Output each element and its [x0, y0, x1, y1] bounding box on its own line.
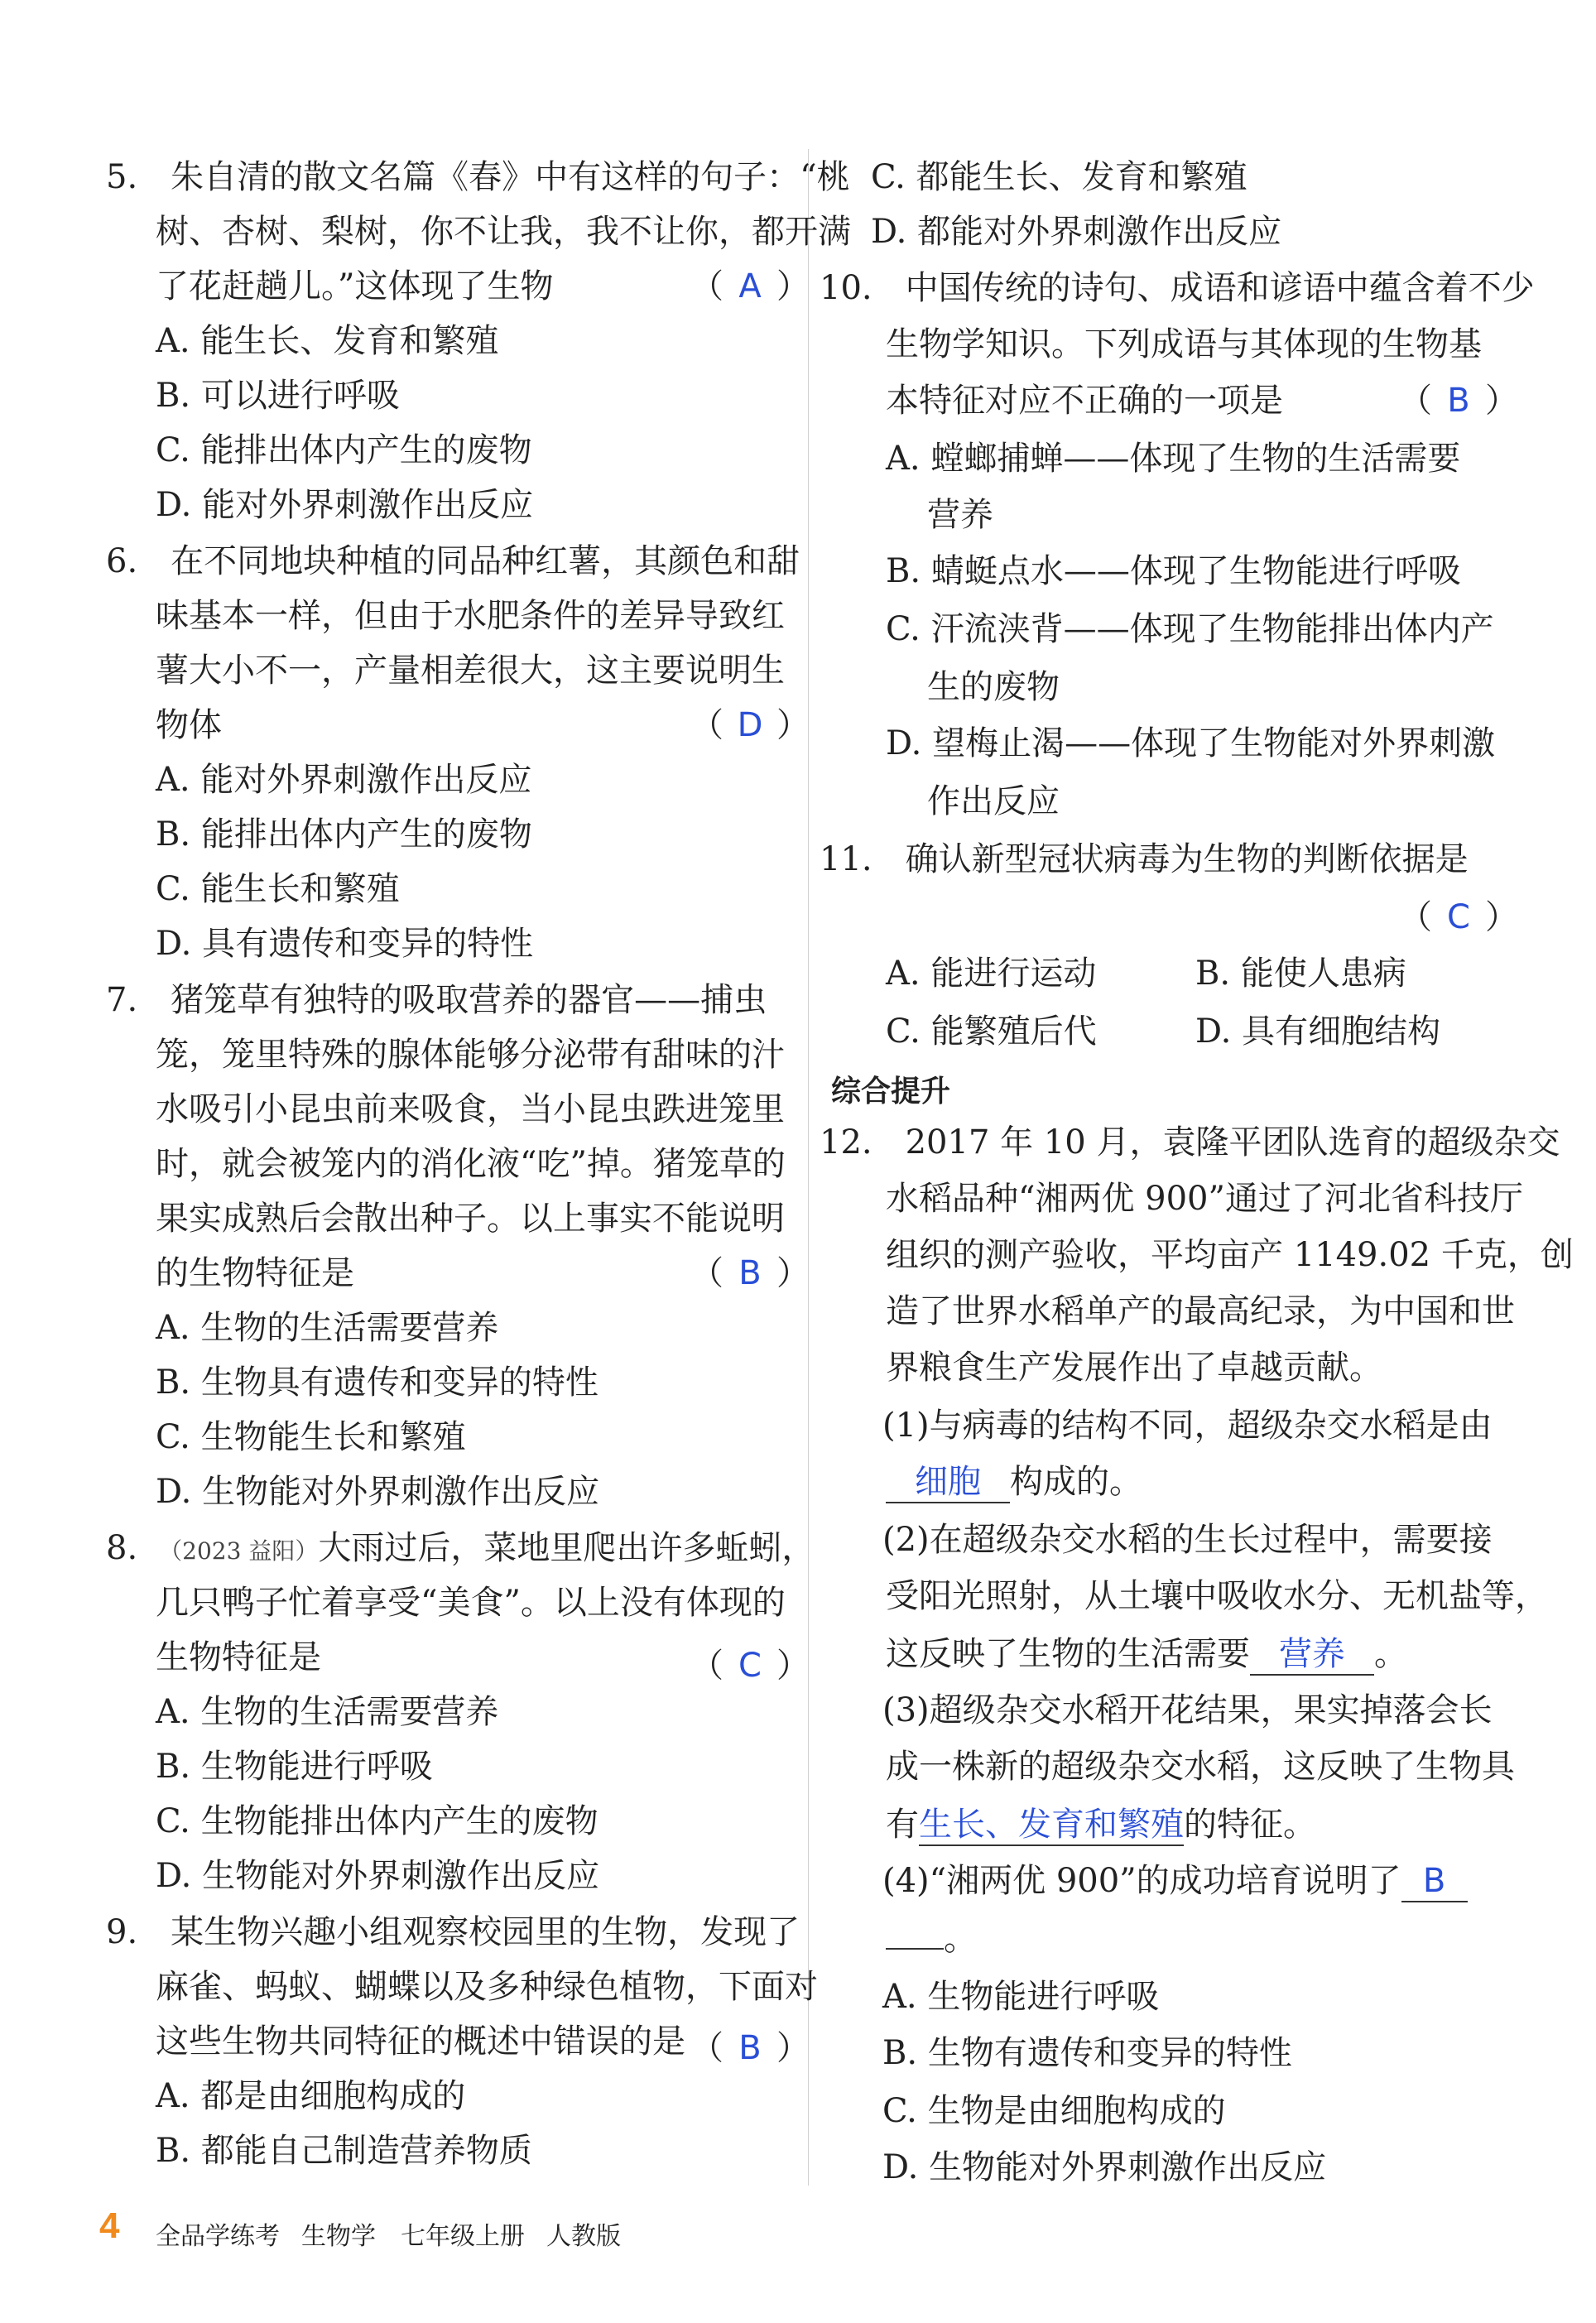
- source-tag: （2023 益阳）: [171, 1537, 319, 1565]
- question-text: 这些生物共同特征的概述中错误的是: [156, 2022, 685, 2061]
- option: C. 能生长和繁殖: [156, 870, 400, 908]
- option: B. 都能自己制造营养物质: [156, 2132, 532, 2170]
- option: 营养: [927, 496, 993, 534]
- answer-bracket: （ B ）: [690, 2029, 810, 2067]
- question-text: 的生物特征是: [156, 1254, 354, 1292]
- sub-question-2: 这反映了生物的生活需要 营养 。: [886, 1634, 1407, 1676]
- question-text: 几只鸭子忙着享受“美食”。以上没有体现的: [156, 1584, 786, 1622]
- question-text: 时，就会被笼内的消化液“吃”掉。猪笼草的: [156, 1145, 786, 1183]
- footer-edition: 人教版: [546, 2223, 621, 2250]
- question-text: 笼，笼里特殊的腺体能够分泌带有甜味的汁: [156, 1036, 785, 1074]
- question-text: 了花赶趟儿。”这体现了生物: [156, 267, 554, 305]
- section-title: 综合提升: [831, 1075, 951, 1109]
- option: D. 生物能对外界刺激作出反应: [156, 1473, 600, 1511]
- question-text: 麻雀、蚂蚁、蝴蝶以及多种绿色植物，下面对: [156, 1968, 818, 2006]
- question-text: 11. 确认新型冠状病毒为生物的判断依据是: [820, 840, 1469, 878]
- option: A. 能对外界刺激作出反应: [156, 761, 532, 799]
- footer-book-title: 全品学练考: [156, 2223, 280, 2250]
- answer-value: B: [738, 1254, 762, 1292]
- answer-value: B: [1447, 382, 1470, 420]
- option: C. 能繁殖后代: [886, 1012, 1097, 1051]
- question-text: 树、杏树、梨树，你不让我，我不让你，都开满: [156, 213, 851, 251]
- answer-blank: 生长、发育和繁殖: [919, 1805, 1184, 1846]
- answer-value: A: [738, 267, 762, 305]
- answer-bracket: （ D ）: [690, 706, 810, 744]
- question-text: 6. 在不同地块种植的同品种红薯，其颜色和甜: [106, 542, 800, 580]
- column-divider: [808, 149, 809, 2186]
- answer-value: C: [1447, 898, 1470, 936]
- answer-value: D: [737, 706, 763, 744]
- option: B. 能使人患病: [1195, 955, 1406, 993]
- option: A. 能生长、发育和繁殖: [156, 322, 499, 360]
- question-text: 果实成熟后会散出种子。以上事实不能说明: [156, 1200, 785, 1238]
- option: B. 可以进行呼吸: [156, 377, 400, 415]
- question-text: 生物特征是: [156, 1638, 321, 1676]
- option: A. 能进行运动: [886, 955, 1097, 993]
- answer-value: B: [738, 2029, 762, 2067]
- question-text: 10. 中国传统的诗句、成语和谚语中蕴含着不少: [820, 269, 1535, 307]
- answer-bracket: （ B ）: [1399, 382, 1518, 420]
- answer-blank: 细胞: [886, 1462, 1010, 1503]
- option: B. 蜻蜓点水——体现了生物能进行呼吸: [886, 552, 1461, 590]
- option: C. 都能生长、发育和繁殖: [871, 158, 1247, 196]
- option: A. 生物的生活需要营养: [156, 1693, 499, 1731]
- answer-blank: B: [1401, 1861, 1468, 1902]
- page-number: 4: [99, 2205, 120, 2246]
- question-text: 8. （2023 益阳）大雨过后，菜地里爬出许多蚯蚓，: [106, 1529, 815, 1567]
- sub-question-3: 成一株新的超级杂交水稻，这反映了生物具: [886, 1748, 1515, 1786]
- sub-question-3: 有生长、发育和繁殖的特征。: [886, 1805, 1316, 1846]
- sub-question-1-cont: 细胞 构成的。: [886, 1462, 1142, 1503]
- option: D. 生物能对外界刺激作出反应: [156, 1857, 600, 1895]
- answer-bracket: （ C ）: [1399, 898, 1518, 936]
- answer-bracket: （ A ）: [690, 267, 810, 305]
- option: B. 生物能进行呼吸: [156, 1748, 433, 1786]
- answer-bracket: （ B ）: [690, 1254, 810, 1292]
- question-text: 薯大小不一，产量相差很大，这主要说明生: [156, 652, 785, 690]
- option: A. 螳螂捕蝉——体现了生物的生活需要: [886, 440, 1461, 478]
- option: D. 具有遗传和变异的特性: [156, 925, 534, 963]
- answer-blank: 营养: [1250, 1634, 1374, 1676]
- answer-value: C: [738, 1647, 762, 1685]
- question-text: 7. 猪笼草有独特的吸取营养的器官——捕虫: [106, 981, 767, 1019]
- question-text: 界粮食生产发展作出了卓越贡献。: [886, 1349, 1382, 1387]
- answer-bracket: （ C ）: [690, 1647, 810, 1685]
- question-text: 造了世界水稻单产的最高纪录，为中国和世: [886, 1292, 1515, 1330]
- sub-question-4-cont: 。: [886, 1919, 977, 1959]
- option: D. 能对外界刺激作出反应: [156, 486, 534, 524]
- sub-question-2: (2)在超级杂交水稻的生长过程中，需要接: [882, 1521, 1493, 1559]
- question-text: 5. 朱自清的散文名篇《春》中有这样的句子：“桃: [106, 158, 850, 196]
- option: A. 生物能进行呼吸: [882, 1978, 1160, 2016]
- question-text: 水吸引小昆虫前来吸食，当小昆虫跌进笼里: [156, 1090, 785, 1128]
- question-text: 生物学知识。下列成语与其体现的生物基: [886, 325, 1482, 363]
- option: D. 都能对外界刺激作出反应: [871, 213, 1282, 251]
- option: D. 具有细胞结构: [1195, 1012, 1441, 1051]
- sub-question-3: (3)超级杂交水稻开花结果，果实掉落会长: [882, 1691, 1493, 1729]
- option: A. 都是由细胞构成的: [156, 2077, 466, 2115]
- sub-question-4: (4)“湘两优 900”的成功培育说明了 B: [882, 1861, 1468, 1902]
- option: 作出反应: [927, 782, 1060, 820]
- question-text: 12. 2017 年 10 月，袁隆平团队选育的超级杂交: [820, 1123, 1560, 1162]
- option: B. 生物有遗传和变异的特性: [882, 2034, 1292, 2072]
- question-text: 本特征对应不正确的一项是: [886, 382, 1283, 420]
- option: C. 生物能生长和繁殖: [156, 1418, 466, 1456]
- question-text: 味基本一样，但由于水肥条件的差异导致红: [156, 597, 785, 635]
- option: C. 汗流浃背——体现了生物能排出体内产: [886, 610, 1494, 648]
- option: A. 生物的生活需要营养: [156, 1309, 499, 1347]
- option: D. 望梅止渴——体现了生物能对外界刺激: [886, 724, 1496, 762]
- option: 生的废物: [927, 668, 1060, 706]
- option: C. 生物是由细胞构成的: [882, 2092, 1226, 2130]
- option: C. 能排出体内产生的废物: [156, 431, 532, 469]
- sub-question-2: 受阳光照射，从土壤中吸收水分、无机盐等，: [886, 1577, 1548, 1615]
- sub-question-1: (1)与病毒的结构不同，超级杂交水稻是由: [882, 1407, 1493, 1445]
- option: B. 生物具有遗传和变异的特性: [156, 1364, 598, 1402]
- footer-grade: 七年级上册: [401, 2223, 525, 2250]
- option: D. 生物能对外界刺激作出反应: [882, 2148, 1327, 2186]
- question-text: 水稻品种“湘两优 900”通过了河北省科技厅: [886, 1180, 1523, 1218]
- question-text: 组织的测产验收，平均亩产 1149.02 千克，创: [886, 1236, 1574, 1274]
- question-text: 9. 某生物兴趣小组观察校园里的生物，发现了: [106, 1913, 800, 1951]
- option: C. 生物能排出体内产生的废物: [156, 1802, 598, 1840]
- question-text: 物体: [156, 706, 222, 744]
- option: B. 能排出体内产生的废物: [156, 815, 532, 854]
- footer-subject: 生物学: [301, 2223, 376, 2250]
